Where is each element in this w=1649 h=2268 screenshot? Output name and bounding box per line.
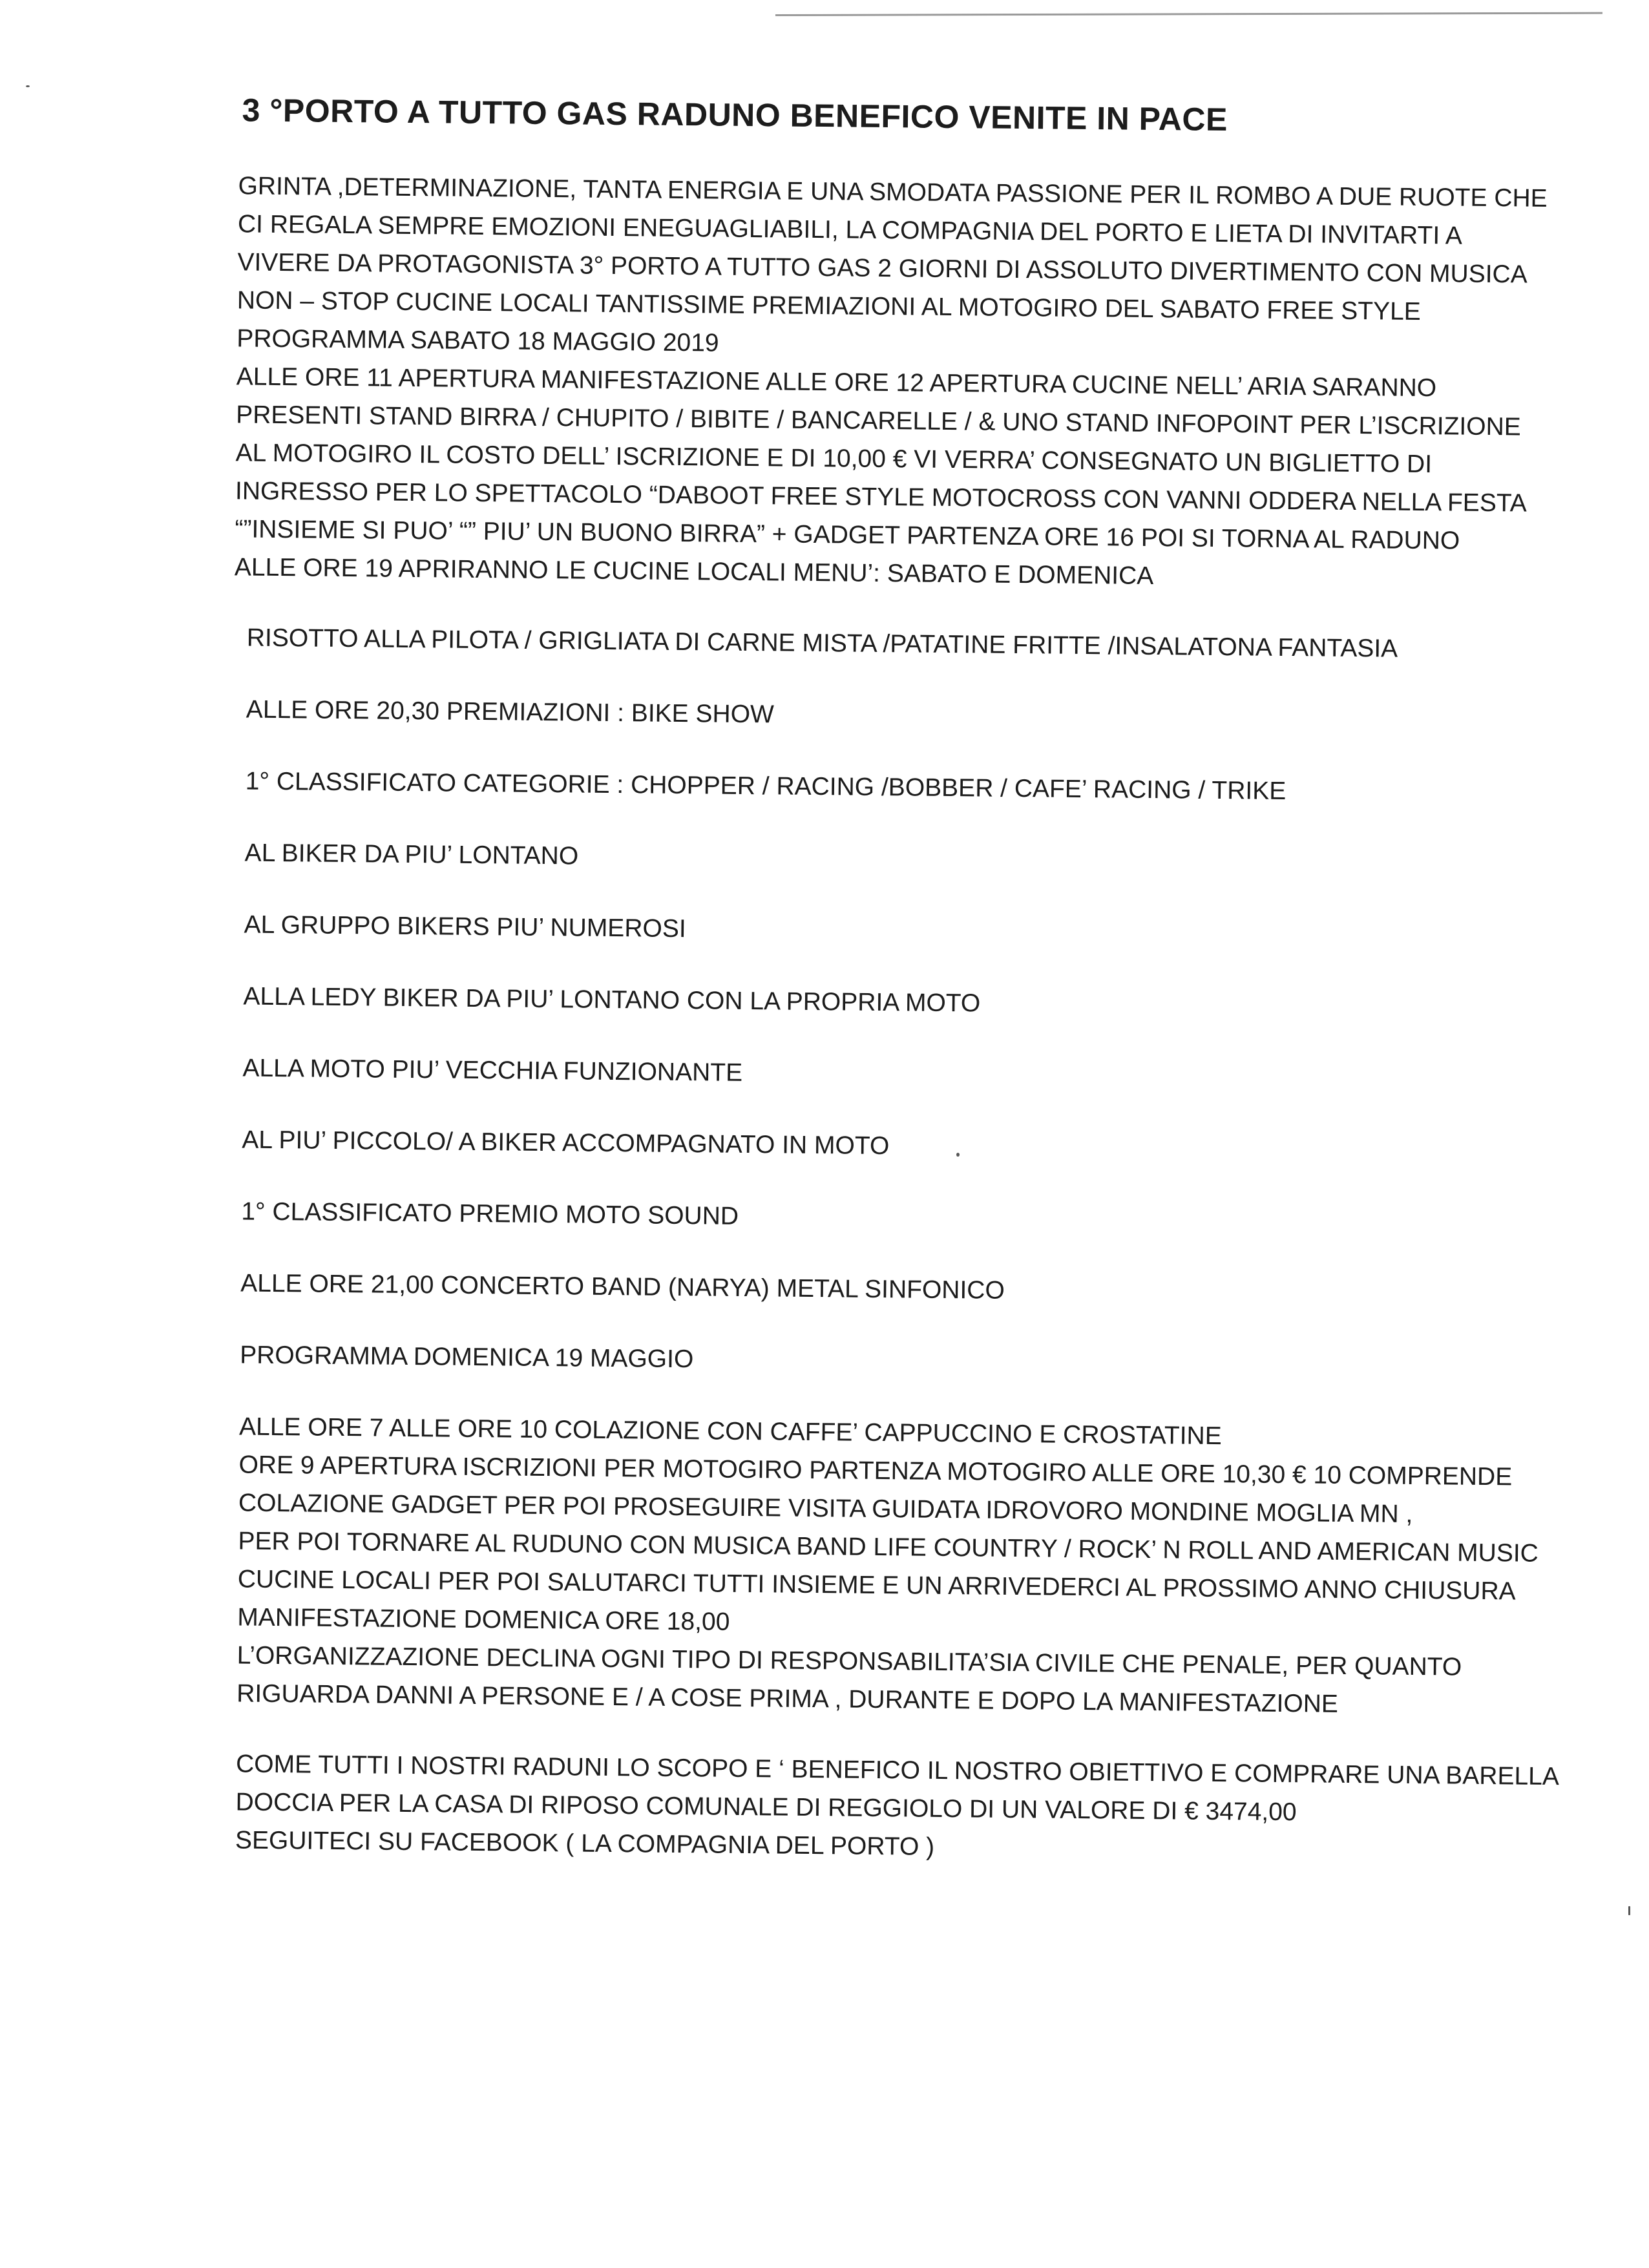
- awards-heading: ALLE ORE 20,30 PREMIAZIONI : BIKE SHOW: [246, 695, 775, 729]
- intro-line: “”INSIEME SI PUO’ “” PIU’ UN BUONO BIRRA” + GADGET PARTENZA ORE 16 POI SI TORNA AL RADUNO: [235, 515, 1460, 555]
- sunday-line: MANIFESTAZIONE DOMENICA ORE 18,00: [237, 1603, 730, 1636]
- sunday-line: ORE 9 APERTURA ISCRIZIONI PER MOTOGIRO PARTENZA MOTOGIRO ALLE ORE 10,30 € 10 COMPRENDE: [238, 1451, 1513, 1491]
- sunday-line: CUCINE LOCALI PER POI SALUTARCI TUTTI INSIEME E UN ARRIVEDERCI AL PROSSIMO ANNO CHIUSURA: [237, 1565, 1516, 1606]
- scan-speck: [1628, 1906, 1630, 1915]
- award-item: 1° CLASSIFICATO PREMIO MOTO SOUND: [241, 1197, 739, 1230]
- award-item: ALLA LEDY BIKER DA PIU’ LONTANO CON LA PROPRIA MOTO: [243, 982, 981, 1018]
- document-page: [196, 90, 1560, 1871]
- intro-line: PRESENTI STAND BIRRA / CHUPITO / BIBITE / BANCARELLE / & UNO STAND INFOPOINT PER L’ISCRIZIONE: [235, 401, 1521, 441]
- closing-line: COME TUTTI I NOSTRI RADUNI LO SCOPO E ‘ BENEFICO IL NOSTRO OBIETTIVO E COMPRARE UNA BARELLA: [235, 1750, 1560, 1791]
- concert-line: ALLE ORE 21,00 CONCERTO BAND (NARYA) METAL SINFONICO: [240, 1269, 1005, 1305]
- sunday-line: PER POI TORNARE AL RUDUNO CON MUSICA BAND LIFE COUNTRY / ROCK’ N ROLL AND AMERICAN MUSIC: [238, 1527, 1539, 1568]
- sunday-heading: PROGRAMMA DOMENICA 19 MAGGIO: [240, 1341, 694, 1374]
- intro-line: ALLE ORE 19 APRIRANNO LE CUCINE LOCALI MENU’: SABATO E DOMENICA: [234, 553, 1154, 591]
- intro-line: INGRESSO PER LO SPETTACOLO “DABOOT FREE STYLE MOTOCROSS CON VANNI ODDERA NELLA FESTA: [235, 477, 1527, 518]
- award-item: AL BIKER DA PIU’ LONTANO: [244, 839, 579, 870]
- document-title: 3 °PORTO A TUTTO GAS RADUNO BENEFICO VENITE IN PACE: [242, 92, 1228, 138]
- award-item: AL PIU’ PICCOLO/ A BIKER ACCOMPAGNATO IN MOTO: [242, 1126, 890, 1160]
- scan-edge-line: [775, 12, 1602, 16]
- disclaimer-line: L’ORGANIZZAZIONE DECLINA OGNI TIPO DI RESPONSABILITA’SIA CIVILE CHE PENALE, PER QUANTO: [236, 1641, 1462, 1681]
- closing-line: DOCCIA PER LA CASA DI RIPOSO COMUNALE DI REGGIOLO DI UN VALORE DI € 3474,00: [235, 1788, 1297, 1827]
- intro-line: CI REGALA SEMPRE EMOZIONI ENEGUAGLIABILI, LA COMPAGNIA DEL PORTO E LIETA DI INVITARTI A: [237, 210, 1463, 250]
- disclaimer-line: RIGUARDA DANNI A PERSONE E / A COSE PRIMA , DURANTE E DOPO LA MANIFESTAZIONE: [236, 1679, 1339, 1718]
- intro-line: AL MOTOGIRO IL COSTO DELL’ ISCRIZIONE E DI 10,00 € VI VERRA’ CONSEGNATO UN BIGLIETTO DI: [235, 439, 1433, 479]
- scan-speck: [26, 85, 30, 87]
- intro-line: ALLE ORE 11 APERTURA MANIFESTAZIONE ALLE ORE 12 APERTURA CUCINE NELL’ ARIA SARANNO: [236, 362, 1437, 403]
- intro-line: GRINTA ,DETERMINAZIONE, TANTA ENERGIA E UNA SMODATA PASSIONE PER IL ROMBO A DUE RUOTE CHE: [238, 172, 1548, 213]
- award-item: 1° CLASSIFICATO CATEGORIE : CHOPPER / RACING /BOBBER / CAFE’ RACING / TRIKE: [245, 767, 1287, 805]
- intro-line: VIVERE DA PROTAGONISTA 3° PORTO A TUTTO GAS 2 GIORNI DI ASSOLUTO DIVERTIMENTO CON MUSICA: [237, 248, 1528, 289]
- program-list: [235, 619, 1560, 1872]
- intro-line: PROGRAMMA SABATO 18 MAGGIO 2019: [236, 324, 719, 357]
- menu-line: RISOTTO ALLA PILOTA / GRIGLIATA DI CARNE MISTA /PATATINE FRITTE /INSALATONA FANTASIA: [246, 624, 1398, 663]
- closing-section: [235, 1745, 1560, 1871]
- award-item: AL GRUPPO BIKERS PIU’ NUMEROSI: [244, 910, 686, 943]
- facebook-line: SEGUITECI SU FACEBOOK ( LA COMPAGNIA DEL PORTO ): [235, 1826, 935, 1861]
- award-item: ALLA MOTO PIU’ VECCHIA FUNZIONANTE: [242, 1054, 743, 1087]
- intro-section: [222, 167, 1560, 1871]
- sunday-section: [236, 1407, 1539, 1725]
- intro-line: NON – STOP CUCINE LOCALI TANTISSIME PREMIAZIONI AL MOTOGIRO DEL SABATO FREE STYLE: [236, 286, 1421, 326]
- sunday-line: COLAZIONE GADGET PER POI PROSEGUIRE VISITA GUIDATA IDROVORO MONDINE MOGLIA MN ,: [238, 1489, 1413, 1528]
- sunday-line: ALLE ORE 7 ALLE ORE 10 COLAZIONE CON CAFFE’ CAPPUCCINO E CROSTATINE: [238, 1412, 1222, 1451]
